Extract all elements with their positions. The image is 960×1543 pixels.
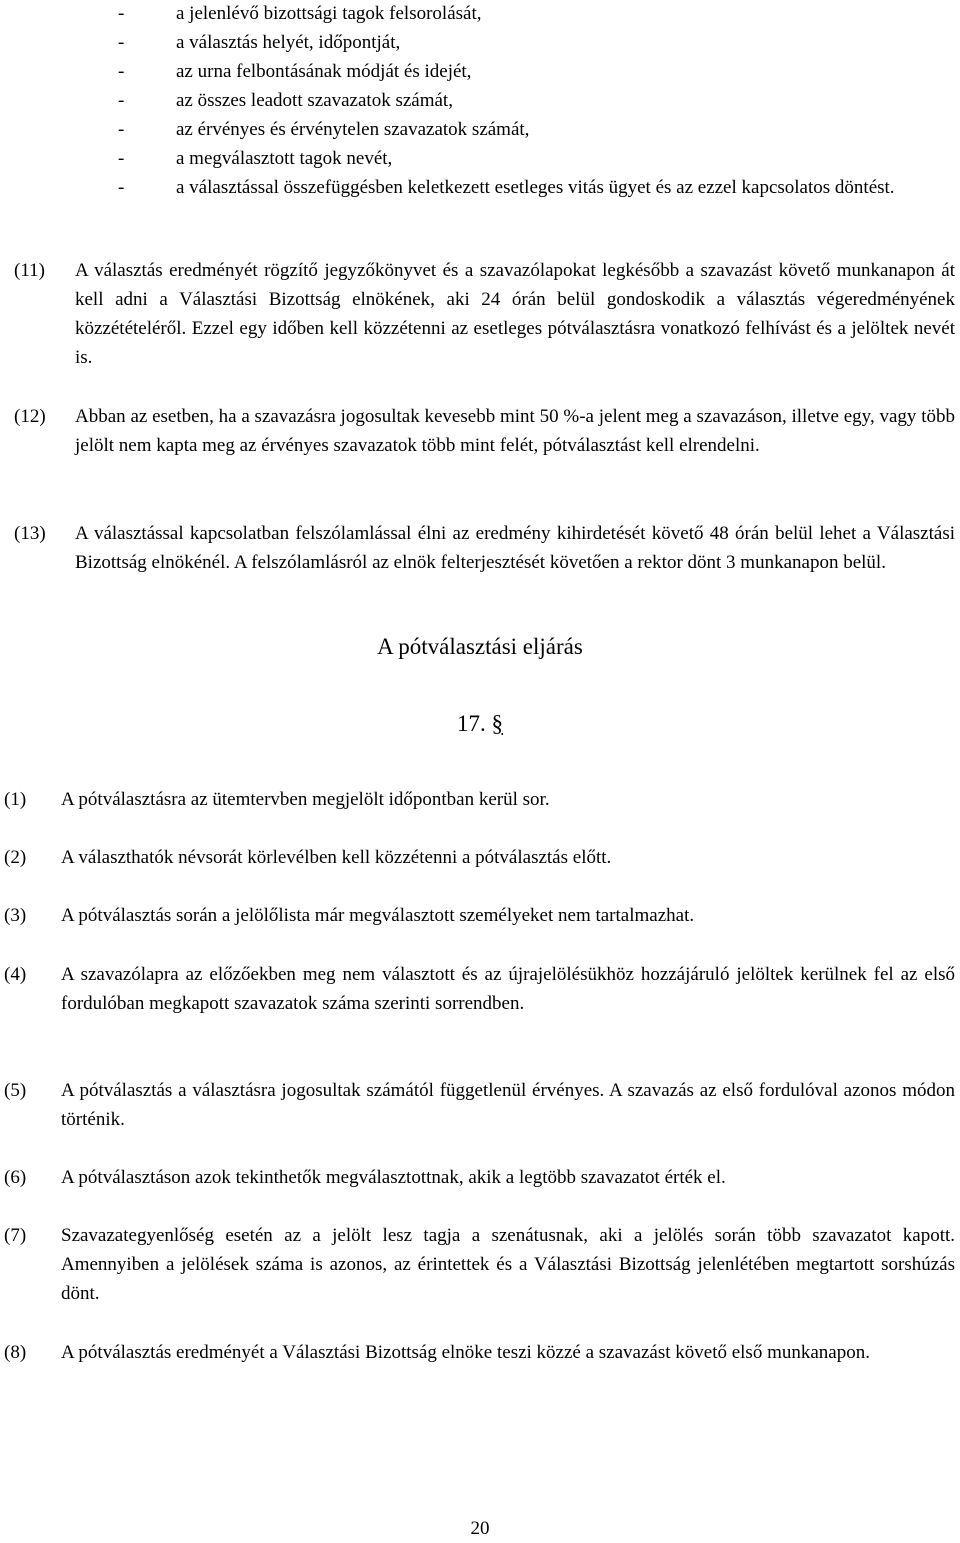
paragraph-13 — [14, 519, 955, 577]
list-item-text: a választás helyét, időpontját, — [176, 32, 401, 53]
list-dash: - — [118, 119, 125, 140]
paragraph-7 — [4, 1221, 955, 1308]
paragraph-text: A választással kapcsolatban felszólamlással élni az eredmény kihirdetését követő 48 órán belül lehet a Választási Bizottság elnökénél. A felszólamlásról az elnök felterjesztését követően a rektor dönt 3 munkanapon belül. — [75, 523, 955, 573]
paragraph-number: (8) — [4, 1342, 27, 1363]
section-heading: A pótválasztási eljárás — [377, 634, 583, 659]
list-dash: - — [118, 32, 125, 53]
paragraph-text: A választás eredményét rögzítő jegyzőkönyvet és a szavazólapokat legkésőbb a szavazást követő munkanapon át kell adni a Választási Bizottság elnökének, aki 24 órán belül gondoskodik a választás végeredményének közzétételéről. Ezzel egy időben kell közzétenni az esetleges pótválasztásra vonatkozó felhívást és a jelöltek nevét is. — [75, 260, 955, 368]
list-item-text: az összes leadott szavazatok számát, — [176, 90, 453, 111]
paragraph-5 — [4, 1076, 955, 1134]
criteria-list — [118, 0, 960, 202]
section-number — [0, 709, 960, 738]
page-number: 20 — [470, 1518, 490, 1539]
list-item-text: a jelenlévő bizottsági tagok felsorolását, — [176, 3, 482, 24]
list-item-text: az érvényes és érvénytelen szavazatok számát, — [176, 119, 530, 140]
paragraph-text: A pótválasztás a választásra jogosultak számától függetlenül érvényes. A szavazás az első fordulóval azonos módon történik. — [61, 1080, 955, 1130]
list-dash: - — [118, 177, 125, 198]
paragraph-2 — [4, 843, 955, 872]
list-item — [118, 86, 960, 115]
paragraph-text: A választhatók névsorát körlevélben kell közzétenni a pótválasztás előtt. — [61, 847, 612, 868]
paragraph-text: A pótválasztás során a jelölőlista már megválasztott személyeket nem tartalmazhat. — [61, 905, 695, 926]
paragraph-8 — [4, 1338, 955, 1367]
list-item-text: a megválasztott tagok nevét, — [176, 148, 393, 169]
paragraph-number: (13) — [14, 523, 46, 544]
paragraph-1 — [4, 785, 955, 814]
paragraph-number: (12) — [14, 406, 46, 427]
paragraph-number: (5) — [4, 1080, 27, 1101]
list-item — [118, 28, 960, 57]
paragraph-number: (7) — [4, 1225, 27, 1246]
list-item-text: a választással összefüggésben keletkezett esetleges vitás ügyet és az ezzel kapcsolatos döntést. — [176, 177, 895, 198]
list-item — [118, 173, 960, 202]
list-dash: - — [118, 90, 125, 111]
list-dash: - — [118, 3, 125, 24]
paragraph-number: (4) — [4, 964, 27, 985]
paragraph-number: (2) — [4, 847, 27, 868]
list-item — [118, 115, 960, 144]
paragraph-text: A pótválasztásra az ütemtervben megjelölt időpontban kerül sor. — [61, 789, 550, 810]
list-item — [118, 144, 960, 173]
paragraph-text: A pótválasztás eredményét a Választási Bizottság elnöke teszi közzé a szavazást követő első munkanapon. — [61, 1342, 870, 1363]
list-dash: - — [118, 61, 125, 82]
paragraph-number: (11) — [14, 260, 45, 281]
list-item — [118, 57, 960, 86]
paragraph-12 — [14, 402, 955, 460]
paragraph-6 — [4, 1163, 955, 1192]
paragraph-text: A szavazólapra az előzőekben meg nem választott és az újrajelölésükhöz hozzájáruló jelöltek kerülnek fel az első fordulóban megkapott szavazatok száma szerinti sorrendben. — [61, 964, 955, 1014]
paragraph-number: (6) — [4, 1167, 27, 1188]
paragraph-number: (1) — [4, 789, 27, 810]
list-item-text: az urna felbontásának módját és idejét, — [176, 61, 472, 82]
paragraph-4 — [4, 960, 955, 1018]
paragraph-text: Szavazategyenlőség esetén az a jelölt lesz tagja a szenátusnak, aki a jelölés során több szavazatot kapott. Amennyiben a jelölések száma is azonos, az érintettek és a Választási Bizottság jelenlétében megtartott sorshúzás dönt. — [61, 1225, 955, 1304]
paragraph-number: (3) — [4, 905, 27, 926]
section-number-value: 17. — [457, 711, 486, 736]
paragraph-11 — [14, 256, 955, 372]
paragraph-text: A pótválasztáson azok tekinthetők megválasztottnak, akik a legtöbb szavazatot érték el. — [61, 1167, 726, 1188]
paragraph-3 — [4, 901, 955, 930]
list-dash: - — [118, 148, 125, 169]
paragraph-text: Abban az esetben, ha a szavazásra jogosultak kevesebb mint 50 %-a jelent meg a szavazáson, illetve egy, vagy több jelölt nem kapta meg az érvényes szavazatok több mint felét, pótválasztást kell elrendelni. — [75, 406, 955, 456]
section-symbol: § — [491, 711, 503, 736]
list-item — [118, 0, 960, 28]
